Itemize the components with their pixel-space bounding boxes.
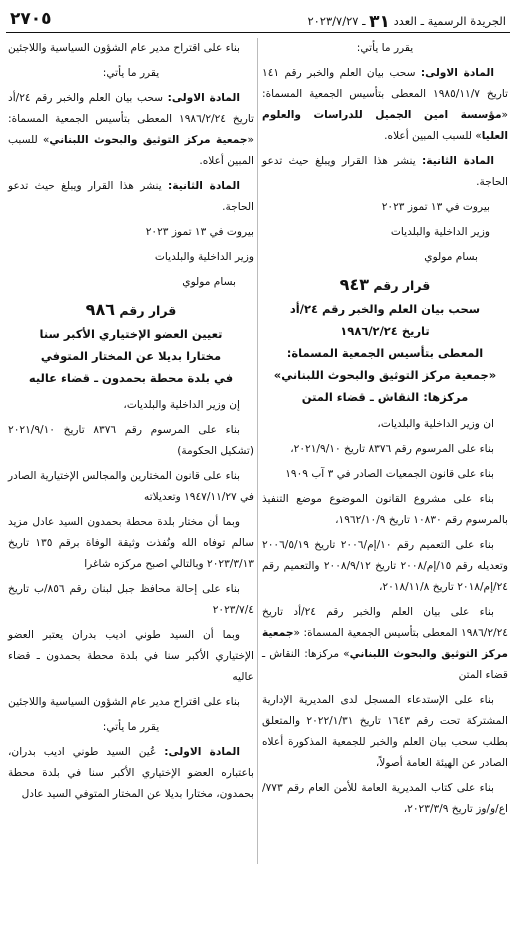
decides-line: يقرر ما يأتي: (102, 721, 160, 733)
article-one-text: عُين السيد طوني اديب بدران، باعتباره العضو الإختياري الأكبر سنا في بلدة محطة بحمدون، مختارا بديلا عن المختار المتوفي السيد عادل (8, 746, 254, 800)
decision-label: قرار رقم (373, 278, 431, 293)
journal-issue-line (307, 12, 506, 32)
paragraph: بناء على قانون المختارين والمجالس الإختيارية الصادر في ١٩٤٧/١١/٢٧ وتعديلاته (8, 470, 254, 503)
decides-line: يقرر ما يأتي: (102, 67, 160, 79)
signer-name: بسام مولوي (182, 276, 236, 288)
paragraph: بناء على اقتراح مدير عام الشؤون السياسية واللاجئين (8, 42, 240, 54)
article-one-assoc-name: مؤسسة امين الجميل للدراسات والعلوم العليا (262, 109, 508, 142)
right-column (262, 38, 508, 824)
decision-label: قرار رقم (119, 303, 177, 318)
decision-title (262, 298, 508, 408)
title-line: مختارا بديلا عن المختار المتوفي (40, 349, 222, 363)
page-number: ٢٧٠٥ (10, 9, 52, 29)
decision-number: ٩٨٦ (85, 300, 115, 319)
paragraph: وبما أن مختار بلدة محطة بحمدون السيد عادل مزيد سالم توفاه الله ونُفذت وثيقة الوفاة برقم ١٣٥ تاريخ ٢٠٢٣/٣/١٣ وبالتالي اصبح مركزه شاغرا (8, 516, 254, 570)
article-one (262, 63, 508, 147)
issue-date: ـ ٢٠٢٣/٧/٢٧ (307, 14, 366, 28)
page-header (6, 6, 510, 33)
place-date: بيروت في ١٣ تموز ٢٠٢٣ (145, 226, 254, 238)
title-line: المعطى بتأسيس الجمعية المسماة: (286, 346, 484, 360)
title-line: سحب بيان العلم والخبر رقم ٢٤/أد (289, 302, 481, 316)
title-line: مركزها: النقاش ـ قضاء المتن (301, 390, 469, 404)
article-one-label: المادة الاولى: (167, 92, 240, 104)
article-one (8, 88, 254, 172)
article-one-end: » للسبب المبين أعلاه. (384, 130, 482, 142)
article-one-label: المادة الاولى: (164, 746, 241, 758)
article-two (8, 176, 254, 218)
title-line: تاريخ ١٩٨٦/٢/٢٤ (340, 324, 430, 338)
article-two-text: ينشر هذا القرار ويبلغ حيث تدعو الحاجة. (262, 155, 508, 188)
article-one (8, 742, 254, 805)
article-one-label: المادة الاولى: (420, 67, 494, 79)
article-two (262, 151, 508, 193)
column-divider (257, 38, 258, 864)
decision-number: ٩٤٣ (339, 275, 369, 294)
title-line: تعيين العضو الإختياري الأكبر سنا (39, 327, 223, 341)
paragraph: بناء على كتاب المديرية العامة للأمن العام رقم ٧٧٣/اع/و/وز تاريخ ٢٠٢٣/٣/٩، (262, 782, 508, 815)
journal-name: الجريدة الرسمية ـ العدد (393, 14, 506, 28)
paragraph: بناء على مشروع القانون الموضوع موضع التنفيذ بالمرسوم رقم ١٠٨٣٠ تاريخ ١٩٦٢/١٠/٩، (262, 493, 508, 526)
assoc-name: جمعية مركز التوثيق والبحوث اللبناني (262, 627, 508, 660)
place-date: بيروت في ١٣ تموز ٢٠٢٣ (381, 201, 490, 213)
paragraph: بناء على التعميم رقم ١٠/إم/٢٠٠٦ تاريخ ٢٠٠٦/٥/١٩ وتعديله رقم ١٥/إم/٢٠٠٨ تاريخ ٢٠٠٨/٩/١٢ والتعميم رقم ٢٤/إم/٢٠١٨ تاريخ ٢٠١٨/١١/٨، (262, 539, 508, 593)
minister-title: وزير الداخلية والبلديات (154, 251, 254, 263)
paragraph: بناء على الإستدعاء المسجل لدى المديرية الإدارية المشتركة تحت رقم ١٦٤٣ تاريخ ٢٠٢٢/١/٣١ والمتعلق بطلب سحب بيان العلم والخبر للجمعية المذكورة أعلاه الصادر عن الهيئة العامة أصولاً، (262, 694, 508, 769)
article-two-label: المادة الثانية: (168, 180, 240, 192)
signer-name: بسام مولوي (424, 251, 478, 263)
decision-title (8, 323, 254, 389)
title-line: في بلدة محطة بحمدون ـ قضاء عاليه (28, 371, 234, 385)
paragraph (262, 602, 508, 686)
paragraph: ان وزير الداخلية والبلديات، (377, 418, 494, 430)
minister-title: وزير الداخلية والبلديات (390, 226, 490, 238)
decision-heading (8, 299, 254, 321)
issue-number: ٣١ (369, 12, 390, 32)
paragraph: بناء على المرسوم رقم ٨٣٧٦ تاريخ ٢٠٢١/٩/١٠ (تشكيل الحكومة) (8, 424, 254, 457)
paragraph: إن وزير الداخلية والبلديات، (123, 399, 240, 411)
paragraph: بناء على إحالة محافظ جبل لبنان رقم ٨٥٦/ب تاريخ ٢٠٢٣/٧/٤ (8, 583, 254, 616)
article-two-text: ينشر هذا القرار ويبلغ حيث تدعو الحاجة. (8, 180, 254, 213)
article-one-text: سحب بيان العلم والخبر رقم ٢٤/أد تاريخ ١٩٨٦/٢/٢٤ المعطى بتأسيس الجمعية المسماة: « (8, 92, 254, 146)
article-one-assoc-name: جمعية مركز التوثيق والبحوث اللبناني (49, 134, 248, 146)
paragraph: بناء على قانون الجمعيات الصادر في ٣ آب ١٩٠٩ (285, 468, 494, 480)
article-two-label: المادة الثانية: (422, 155, 494, 167)
title-line: «جمعية مركز التوثيق والبحوث اللبناني» (273, 368, 497, 382)
paragraph: وبما أن السيد طوني اديب بدران يعتبر العضو الإختياري الأكبر سنا في بلدة محطة بحمدون ـ قضاء عاليه (8, 629, 254, 683)
paragraph-text: بناء على بيان العلم والخبر رقم ٢٤/أد تاريخ ١٩٨٦/٢/٢٤ المعطى بتأسيس الجمعية المسماة: « (262, 606, 508, 639)
article-one-end: » للسبب المبين أعلاه. (8, 134, 254, 167)
paragraph: بناء على اقتراح مدير عام الشؤون السياسية واللاجئين (8, 696, 240, 708)
decision-heading (262, 274, 508, 296)
paragraph-end: » مركزها: النقاش ـ قضاء المتن (262, 648, 508, 681)
article-one-text: سحب بيان العلم والخبر رقم ١٤١ تاريخ ١٩٨٥/١١/٧ المعطى بتأسيس الجمعية المسماة: « (262, 67, 508, 121)
decides-line: يقرر ما يأتي: (356, 42, 414, 54)
left-column (8, 38, 254, 809)
paragraph: بناء على المرسوم رقم ٨٣٧٦ تاريخ ٢٠٢١/٩/١٠، (290, 443, 494, 455)
